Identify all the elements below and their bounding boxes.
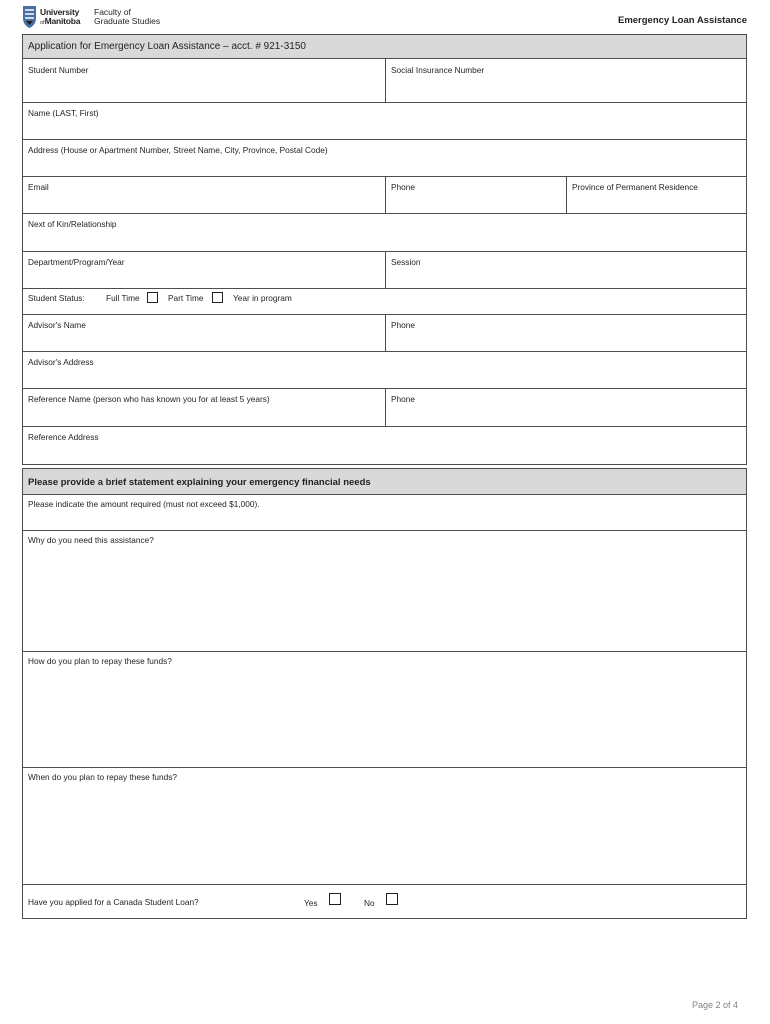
reference-name-field[interactable] (23, 390, 385, 426)
department-field[interactable] (23, 253, 385, 288)
yes-label: Yes (304, 898, 318, 908)
full-time-checkbox[interactable] (147, 292, 158, 303)
amount-field[interactable] (22, 495, 747, 531)
yes-checkbox[interactable] (329, 893, 341, 905)
document-title: Emergency Loan Assistance (617, 15, 747, 26)
session-field[interactable] (386, 253, 746, 288)
row-canada-loan (22, 885, 747, 919)
section-header-application: Application for Emergency Loan Assistance – acct. # 921-3150 (22, 34, 747, 59)
section-header-statement: Please provide a brief statement explaining your emergency financial needs (22, 468, 747, 495)
university-logo (22, 5, 162, 31)
name-label: Name (LAST, First) (28, 108, 99, 118)
sin-label: Social Insurance Number (391, 65, 485, 75)
email-field[interactable] (23, 178, 385, 213)
no-checkbox[interactable] (386, 893, 398, 905)
part-time-label: Part Time (168, 293, 204, 303)
advisor-address-label: Advisor's Address (28, 357, 94, 367)
reference-address-field[interactable] (22, 427, 747, 465)
when-repay-label: When do you plan to repay these funds? (28, 772, 177, 782)
logo-faculty-text: Faculty of Graduate Studies (94, 7, 161, 26)
canada-loan-label: Have you applied for a Canada Student Loan? (28, 897, 199, 907)
phone-label: Phone (391, 182, 415, 192)
when-repay-field[interactable] (22, 768, 747, 885)
reference-phone-label: Phone (391, 394, 415, 404)
province-field[interactable] (567, 178, 746, 213)
student-number-field[interactable] (23, 60, 385, 102)
advisor-phone-label: Phone (391, 320, 415, 330)
advisor-name-label: Advisor's Name (28, 320, 86, 330)
year-in-program-field[interactable] (300, 290, 746, 314)
next-of-kin-label: Next of Kin/Relationship (28, 219, 117, 229)
sin-field[interactable] (386, 60, 746, 102)
address-field[interactable] (22, 140, 747, 177)
address-label: Address (House or Apartment Number, Street Name, City, Province, Postal Code) (28, 145, 328, 155)
advisor-name-field[interactable] (23, 316, 385, 351)
department-label: Department/Program/Year (28, 257, 125, 267)
reference-name-label: Reference Name (person who has known you for at least 5 years) (28, 394, 270, 404)
reference-phone-field[interactable] (386, 390, 746, 426)
phone-field[interactable] (386, 178, 566, 213)
advisor-address-field[interactable] (22, 352, 747, 389)
amount-label: Please indicate the amount required (must not exceed $1,000). (28, 499, 260, 509)
part-time-checkbox[interactable] (212, 292, 223, 303)
how-repay-label: How do you plan to repay these funds? (28, 656, 172, 666)
shield-icon (22, 5, 37, 29)
logo-university-text: University ofManitoba (40, 7, 81, 26)
page-number: Page 2 of 4 (691, 1000, 738, 1010)
email-label: Email (28, 182, 49, 192)
next-of-kin-field[interactable] (22, 214, 747, 252)
full-time-label: Full Time (106, 293, 140, 303)
why-field[interactable] (22, 531, 747, 652)
province-label: Province of Permanent Residence (572, 182, 698, 192)
why-label: Why do you need this assistance? (28, 535, 154, 545)
student-number-label: Student Number (28, 65, 89, 75)
advisor-phone-field[interactable] (386, 316, 746, 351)
how-repay-field[interactable] (22, 652, 747, 768)
year-in-program-label: Year in program (233, 293, 292, 303)
student-status-label: Student Status: (28, 293, 85, 303)
no-label: No (364, 898, 375, 908)
reference-address-label: Reference Address (28, 432, 99, 442)
name-field[interactable] (22, 103, 747, 140)
session-label: Session (391, 257, 421, 267)
